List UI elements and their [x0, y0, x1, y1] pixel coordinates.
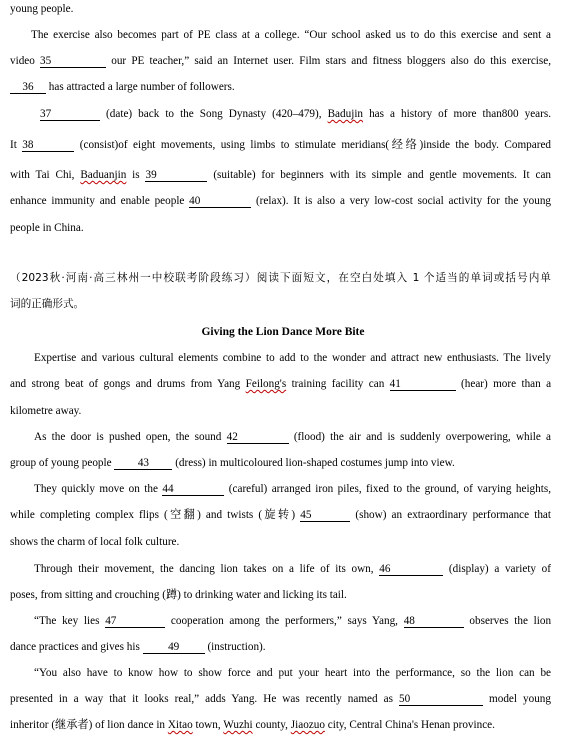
text: (consist)of eight movements, using limbs to stimulate meridians(经络)inside the body. Compared	[79, 139, 552, 151]
blank-36[interactable]: 36	[10, 81, 46, 94]
text: is	[132, 169, 140, 181]
text: (hear) more than a	[461, 378, 552, 390]
blank-41[interactable]: 41	[390, 378, 456, 391]
text-line	[34, 562, 551, 576]
text: video	[10, 55, 35, 67]
text: As the door is pushed open, the sound	[34, 431, 222, 443]
text: enhance immunity and enable people	[10, 195, 185, 207]
text: people in China.	[10, 222, 84, 234]
text-line	[10, 588, 551, 602]
text: city, Central China's Henan province.	[327, 719, 495, 731]
text: (flood) the air and is suddenly overpowering, while a	[293, 431, 551, 443]
text-line	[10, 640, 551, 654]
blank-43[interactable]: 43	[114, 457, 172, 470]
text: Badujin	[327, 108, 364, 120]
text: cooperation among the performers,” says Yang,	[170, 615, 398, 627]
text: Baduanjin	[80, 169, 127, 181]
text-line	[34, 482, 551, 496]
text: while completing complex flips (空翻) and twists (旋转)	[10, 509, 296, 521]
text: (relax). It is also a very low-cost social activity for the young	[255, 195, 552, 207]
text: The exercise also becomes part of PE class at a college. “Our school asked us to do this exercise and sent a	[31, 29, 551, 41]
text: has a history of more than800 years.	[369, 108, 552, 120]
text-line	[40, 107, 551, 121]
blank-35[interactable]: 35	[40, 55, 106, 68]
text-line	[10, 508, 551, 522]
text: (dress) in multicoloured lion-shaped costumes jump into view.	[175, 457, 455, 469]
text: (suitable) for beginners with its simple and gentle movements. It can	[213, 169, 552, 181]
blank-49[interactable]: 49	[143, 641, 205, 654]
text: (show) an extraordinary performance that	[355, 509, 551, 521]
text: Feilong's	[245, 378, 287, 390]
text: “You also have to know how to show force and put your heart into the performance, so the lion can be	[34, 667, 551, 679]
instruction-line	[10, 271, 551, 285]
text: kilometre away.	[10, 405, 82, 417]
text: model young	[489, 693, 551, 705]
passage-title: Giving the Lion Dance More Bite	[201, 326, 365, 338]
text-line	[10, 168, 551, 182]
text: Xitao	[167, 719, 193, 731]
text: inheritor (继承者) of lion dance in	[10, 719, 166, 731]
text-line	[34, 430, 551, 444]
text: young people.	[10, 3, 74, 15]
text: It	[10, 139, 17, 151]
instruction-line	[10, 297, 551, 311]
blank-45[interactable]: 45	[300, 509, 350, 522]
text: (display) a variety of	[448, 563, 552, 575]
blank-46[interactable]: 46	[379, 563, 443, 576]
text: (instruction).	[207, 641, 266, 653]
text-line	[10, 535, 551, 549]
text-line	[10, 692, 551, 706]
text: group of young people	[10, 457, 112, 469]
text: (careful) arranged iron piles, fixed to the ground, of varying heights,	[228, 483, 551, 495]
text-line	[34, 666, 551, 680]
text: training facility can	[291, 378, 385, 390]
text: dance practices and gives his	[10, 641, 140, 653]
text: They quickly move on the	[34, 483, 158, 495]
text: (date) back to the Song Dynasty (420–479),	[106, 108, 322, 120]
text: Through their movement, the dancing lion takes on a life of its own,	[34, 563, 374, 575]
blank-39[interactable]: 39	[145, 169, 207, 182]
text: shows the charm of local folk culture.	[10, 536, 180, 548]
text-line	[10, 80, 551, 94]
text-line	[10, 221, 551, 235]
text: Expertise and various cultural elements combine to add to the wonder and attract new enthusiasts. The lively	[34, 352, 551, 364]
blank-50[interactable]: 50	[399, 693, 483, 706]
text: observes the lion	[469, 615, 552, 627]
text: county,	[255, 719, 288, 731]
text: Jiaozuo	[290, 719, 325, 731]
text: and strong beat of gongs and drums from Yang	[10, 378, 241, 390]
blank-40[interactable]: 40	[189, 195, 251, 208]
text-line	[10, 404, 551, 418]
blank-44[interactable]: 44	[162, 483, 224, 496]
text: has attracted a large number of followers.	[48, 81, 235, 93]
text-line	[31, 28, 551, 42]
text: poses, from sitting and crouching (蹲) to drinking water and licking its tail.	[10, 589, 347, 601]
text: Wuzhi	[223, 719, 253, 731]
blank-42[interactable]: 42	[227, 431, 289, 444]
text-line	[10, 2, 551, 16]
text-line	[10, 138, 551, 152]
text-line	[10, 456, 551, 470]
text: （2023秋·河南·高三林州一中校联考阶段练习）阅读下面短文，在空白处填入 1 个适当的单词或括号内单	[10, 272, 551, 284]
text-line	[34, 614, 551, 628]
text-line	[34, 351, 551, 365]
text-line	[10, 377, 551, 391]
text: with Tai Chi,	[10, 169, 75, 181]
text: “The key lies	[34, 615, 100, 627]
text: our PE teacher,” said an Internet user. Film stars and fitness bloggers also do this exercise,	[111, 55, 552, 67]
blank-48[interactable]: 48	[404, 615, 464, 628]
blank-47[interactable]: 47	[105, 615, 165, 628]
text-line	[10, 194, 551, 208]
blank-38[interactable]: 38	[22, 139, 74, 152]
text: town,	[195, 719, 221, 731]
text: 词的正确形式。	[10, 298, 85, 310]
text: presented in a way that it looks real,” adds Yang. He was recently named as	[10, 693, 393, 705]
text-line	[10, 718, 551, 732]
blank-37[interactable]: 37	[40, 108, 100, 121]
text-line	[10, 54, 551, 68]
